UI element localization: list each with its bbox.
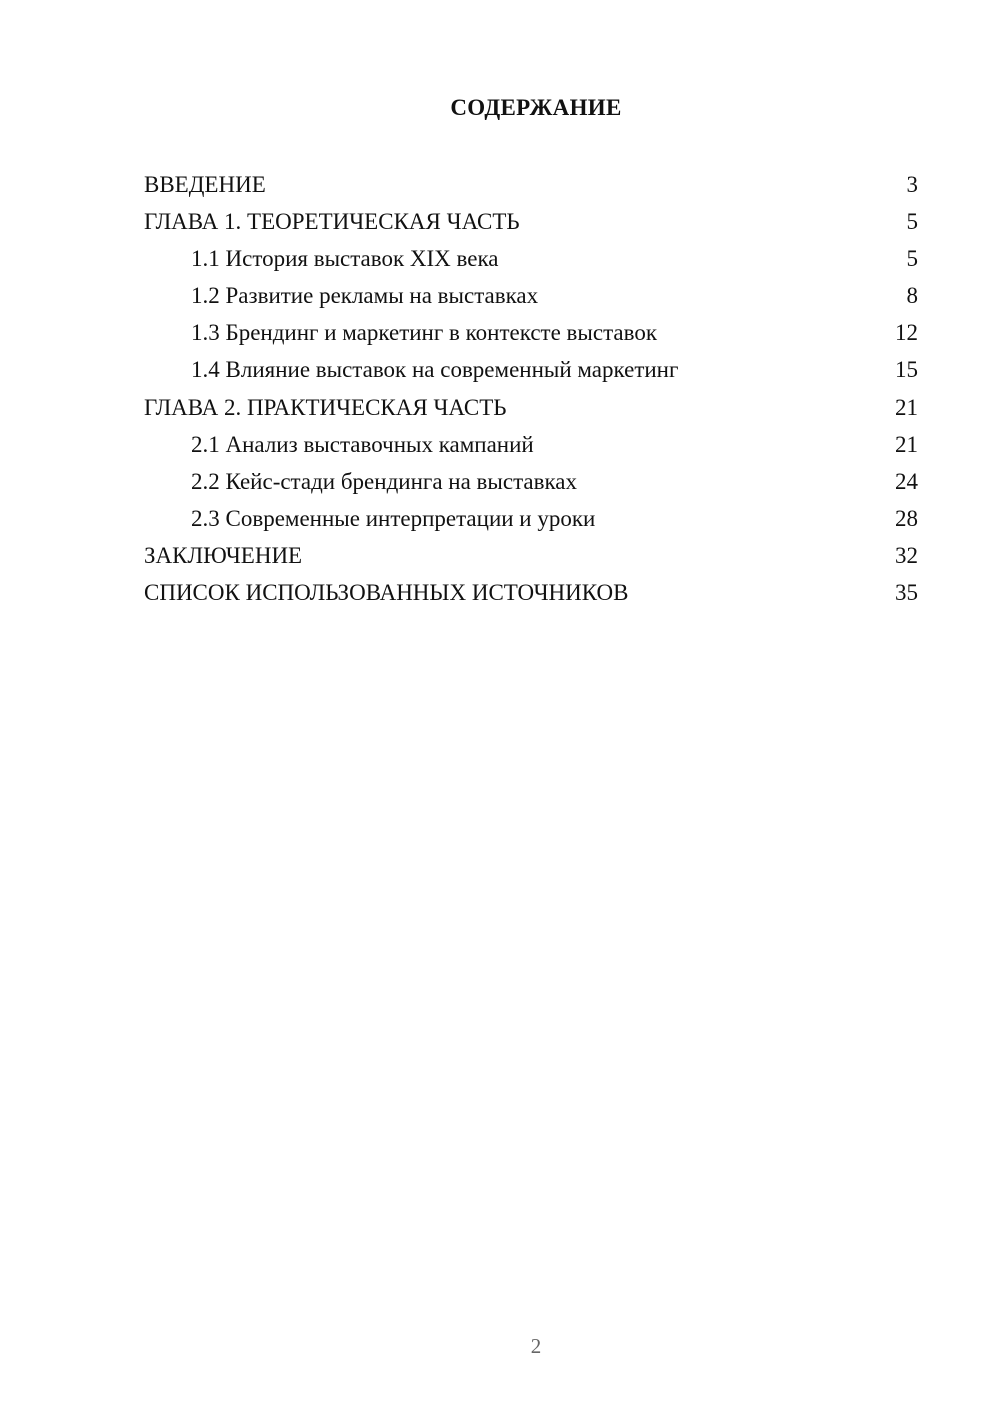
toc-entry[interactable] — [144, 500, 918, 537]
toc-entry[interactable] — [144, 537, 918, 574]
toc-entry-label: 2.1 Анализ выставочных кампаний — [191, 431, 534, 457]
toc-entry[interactable] — [144, 277, 918, 314]
toc-entry-label: ЗАКЛЮЧЕНИЕ — [144, 542, 303, 568]
toc-entry-page: 24 — [895, 468, 918, 494]
toc-entry-label: 2.3 Современные интерпретации и уроки — [191, 505, 596, 531]
toc-entry[interactable] — [144, 389, 918, 426]
toc-entry-label: 1.2 Развитие рекламы на выставках — [191, 283, 539, 309]
toc-entry[interactable] — [144, 463, 918, 500]
toc-title: СОДЕРЖАНИЕ — [450, 95, 622, 120]
toc-entry[interactable] — [144, 203, 918, 240]
toc-entry-label: 1.1 История выставок XIX века — [191, 246, 499, 272]
toc-entry[interactable] — [144, 314, 918, 351]
toc-entry-page: 8 — [906, 283, 918, 309]
toc-entry[interactable] — [144, 166, 918, 203]
page-number: 2 — [530, 1334, 542, 1358]
toc-entry-page: 28 — [895, 505, 918, 531]
toc-entry-label: ГЛАВА 1. ТЕОРЕТИЧЕСКАЯ ЧАСТЬ — [144, 209, 520, 235]
toc-entry[interactable] — [144, 240, 918, 277]
toc-entry-label: 1.4 Влияние выставок на современный маркетинг — [191, 357, 679, 383]
toc-entry-page: 15 — [895, 357, 918, 383]
table-of-contents — [144, 166, 918, 611]
toc-entry-label: СПИСОК ИСПОЛЬЗОВАННЫХ ИСТОЧНИКОВ — [144, 580, 629, 606]
toc-entry-label: 1.3 Брендинг и маркетинг в контексте выставок — [191, 320, 657, 346]
toc-entry-page: 21 — [895, 431, 918, 457]
toc-entry[interactable] — [144, 351, 918, 388]
toc-entry-label: ВВЕДЕНИЕ — [144, 172, 266, 197]
toc-entry-label: 2.2 Кейс-стади брендинга на выставках — [191, 468, 578, 494]
toc-entry-page: 21 — [895, 394, 918, 420]
toc-entry-page: 35 — [895, 580, 918, 606]
toc-entry-page: 32 — [895, 542, 918, 568]
toc-entry-page: 5 — [906, 246, 918, 272]
toc-entry-page: 5 — [906, 209, 918, 235]
toc-entry-label: ГЛАВА 2. ПРАКТИЧЕСКАЯ ЧАСТЬ — [144, 394, 507, 420]
toc-entry-page: 3 — [906, 172, 918, 197]
toc-entry[interactable] — [144, 574, 918, 611]
toc-entry-page: 12 — [895, 320, 918, 346]
toc-entry[interactable] — [144, 426, 918, 463]
